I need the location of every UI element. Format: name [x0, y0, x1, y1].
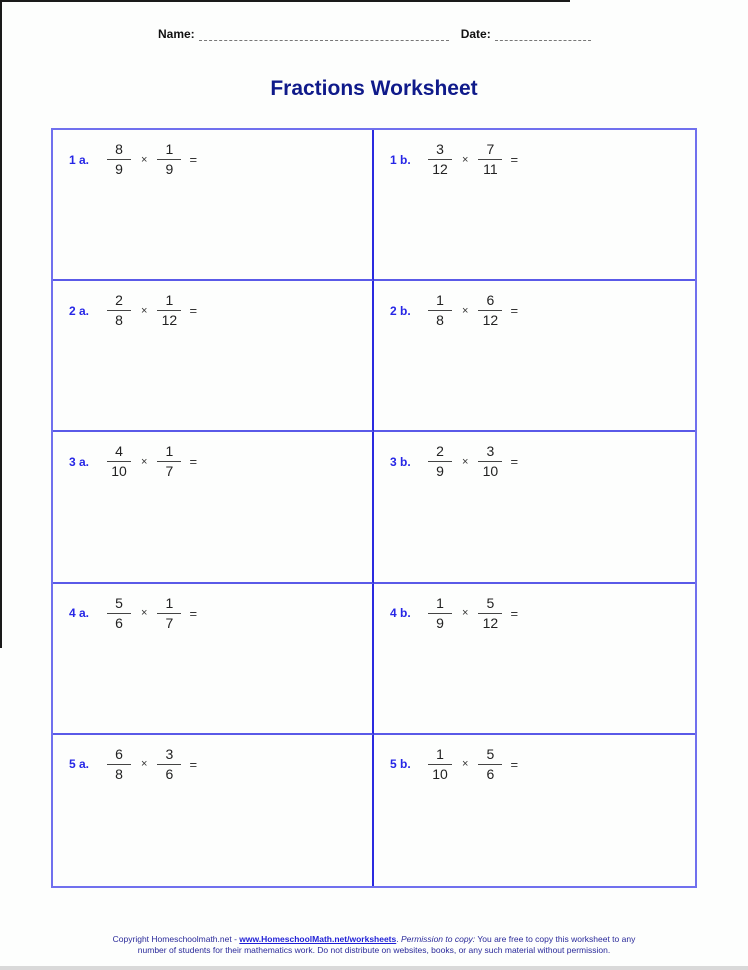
- problem: [69, 596, 197, 631]
- problem-number: 2 b.: [390, 303, 411, 318]
- problem-cell: [53, 130, 374, 281]
- problem: [69, 142, 197, 177]
- footer-line-2: number of students for their mathematics work. Do not distribute on websites, books, or any such material without permission.: [137, 945, 611, 955]
- worksheet-title: Fractions Worksheet: [270, 77, 478, 100]
- problem-cell: [374, 584, 695, 735]
- numerator: 1: [157, 293, 181, 311]
- numerator: 5: [107, 596, 131, 614]
- denominator: 11: [483, 161, 498, 177]
- fraction: [107, 444, 131, 479]
- fraction: [157, 142, 181, 177]
- fraction: [157, 293, 181, 328]
- problem: [69, 444, 197, 479]
- fraction: [428, 596, 452, 631]
- numerator: 1: [157, 444, 181, 462]
- multiply-sign: ×: [141, 153, 148, 166]
- equals-sign: =: [189, 152, 198, 167]
- name-label: Name:: [158, 27, 195, 41]
- multiply-sign: ×: [462, 455, 469, 468]
- numerator: 1: [428, 596, 452, 614]
- numerator: 3: [478, 444, 502, 462]
- problem-cell: [53, 735, 374, 886]
- fraction: [428, 293, 452, 328]
- fraction: [107, 596, 131, 631]
- numerator: 2: [107, 293, 131, 311]
- denominator: 6: [165, 765, 174, 782]
- permission-label: Permission to copy:: [400, 934, 476, 944]
- problem-number: 3 b.: [390, 454, 411, 469]
- problem-grid: [51, 128, 697, 888]
- numerator: 5: [478, 596, 502, 614]
- fraction: [107, 747, 131, 782]
- equals-sign: =: [510, 152, 519, 167]
- numerator: 3: [157, 747, 181, 765]
- equals-sign: =: [510, 454, 519, 470]
- numerator: 4: [107, 444, 131, 462]
- denominator: 12: [161, 312, 178, 329]
- denominator: 10: [111, 463, 127, 480]
- problem-cell: [53, 584, 374, 735]
- problem: [390, 444, 518, 479]
- problem: [390, 747, 518, 782]
- fraction: [428, 747, 452, 782]
- denominator: 9: [115, 161, 123, 177]
- multiply-sign: ×: [462, 607, 469, 620]
- problem-cell: [374, 130, 695, 281]
- fraction: [478, 142, 502, 177]
- problem-number: 4 b.: [390, 606, 411, 621]
- fraction: [478, 747, 502, 782]
- problem-number: 1 a.: [69, 152, 90, 167]
- fraction: [157, 444, 181, 479]
- worksheets-link[interactable]: www.HomeschoolMath.net/worksheets: [239, 934, 397, 944]
- problem-cell: [374, 281, 695, 432]
- numerator: 6: [478, 293, 502, 311]
- fraction: [107, 142, 131, 177]
- problem-number: 1 b.: [390, 152, 411, 167]
- equals-sign: =: [189, 756, 198, 772]
- numerator: 3: [428, 142, 452, 160]
- problem-cell: [374, 735, 695, 886]
- problem: [390, 293, 518, 328]
- denominator: 7: [165, 463, 174, 480]
- fraction: [478, 596, 502, 631]
- denominator: 9: [436, 614, 444, 631]
- multiply-sign: ×: [462, 153, 469, 166]
- denominator: 6: [115, 614, 123, 631]
- numerator: 5: [478, 747, 502, 765]
- copyright-text: Copyright Homeschoolmath.net -: [112, 934, 240, 944]
- fraction: [478, 293, 502, 328]
- multiply-sign: ×: [141, 455, 148, 468]
- date-blank: [495, 28, 591, 41]
- problem-number: 3 a.: [69, 454, 90, 469]
- page-edge-bottom: [0, 966, 748, 970]
- fraction: [107, 293, 131, 328]
- denominator: 8: [115, 312, 123, 329]
- denominator: 8: [115, 765, 123, 782]
- multiply-sign: ×: [141, 758, 148, 771]
- denominator: 9: [436, 463, 444, 480]
- copyright-footer: [0, 934, 748, 956]
- fraction: [428, 142, 452, 177]
- problem-number: 2 a.: [69, 303, 90, 318]
- equals-sign: =: [189, 303, 198, 319]
- problem-number: 5 b.: [390, 757, 411, 772]
- denominator: 7: [165, 614, 174, 631]
- problem-number: 5 a.: [69, 757, 90, 772]
- denominator: 12: [482, 312, 499, 329]
- numerator: 6: [107, 747, 131, 765]
- denominator: 8: [436, 312, 444, 329]
- denominator: 10: [432, 765, 448, 782]
- problem-number: 4 a.: [69, 606, 90, 621]
- numerator: 1: [428, 747, 452, 765]
- problem: [390, 142, 518, 177]
- multiply-sign: ×: [141, 607, 148, 620]
- name-blank: [199, 28, 449, 41]
- problem: [69, 293, 197, 328]
- denominator: 10: [482, 463, 499, 480]
- footer-line-1: [0, 934, 748, 945]
- fraction: [157, 596, 181, 631]
- multiply-sign: ×: [462, 304, 469, 317]
- equals-sign: =: [510, 303, 519, 319]
- denominator: 6: [486, 765, 495, 782]
- numerator: 1: [157, 596, 181, 614]
- fraction: [428, 444, 452, 479]
- name-date-header: [158, 27, 591, 41]
- link-period: .: [396, 934, 401, 944]
- denominator: 9: [165, 161, 174, 177]
- fraction: [157, 747, 181, 782]
- problem: [69, 747, 197, 782]
- equals-sign: =: [510, 756, 519, 772]
- denominator: 12: [482, 614, 499, 631]
- multiply-sign: ×: [141, 304, 148, 317]
- multiply-sign: ×: [462, 758, 469, 771]
- numerator: 1: [428, 293, 452, 311]
- equals-sign: =: [510, 605, 519, 621]
- problem-cell: [53, 432, 374, 583]
- page-edge-top: [0, 0, 570, 2]
- numerator: 7: [478, 142, 502, 160]
- numerator: 8: [107, 142, 131, 160]
- permission-text: You are free to copy this worksheet to any: [475, 934, 636, 944]
- date-label: Date:: [460, 27, 491, 41]
- numerator: 1: [157, 142, 181, 160]
- equals-sign: =: [189, 454, 198, 470]
- problem-cell: [374, 432, 695, 583]
- equals-sign: =: [189, 605, 198, 621]
- fraction: [478, 444, 502, 479]
- denominator: 12: [432, 161, 448, 177]
- numerator: 2: [428, 444, 452, 462]
- problem-cell: [53, 281, 374, 432]
- problem: [390, 596, 518, 631]
